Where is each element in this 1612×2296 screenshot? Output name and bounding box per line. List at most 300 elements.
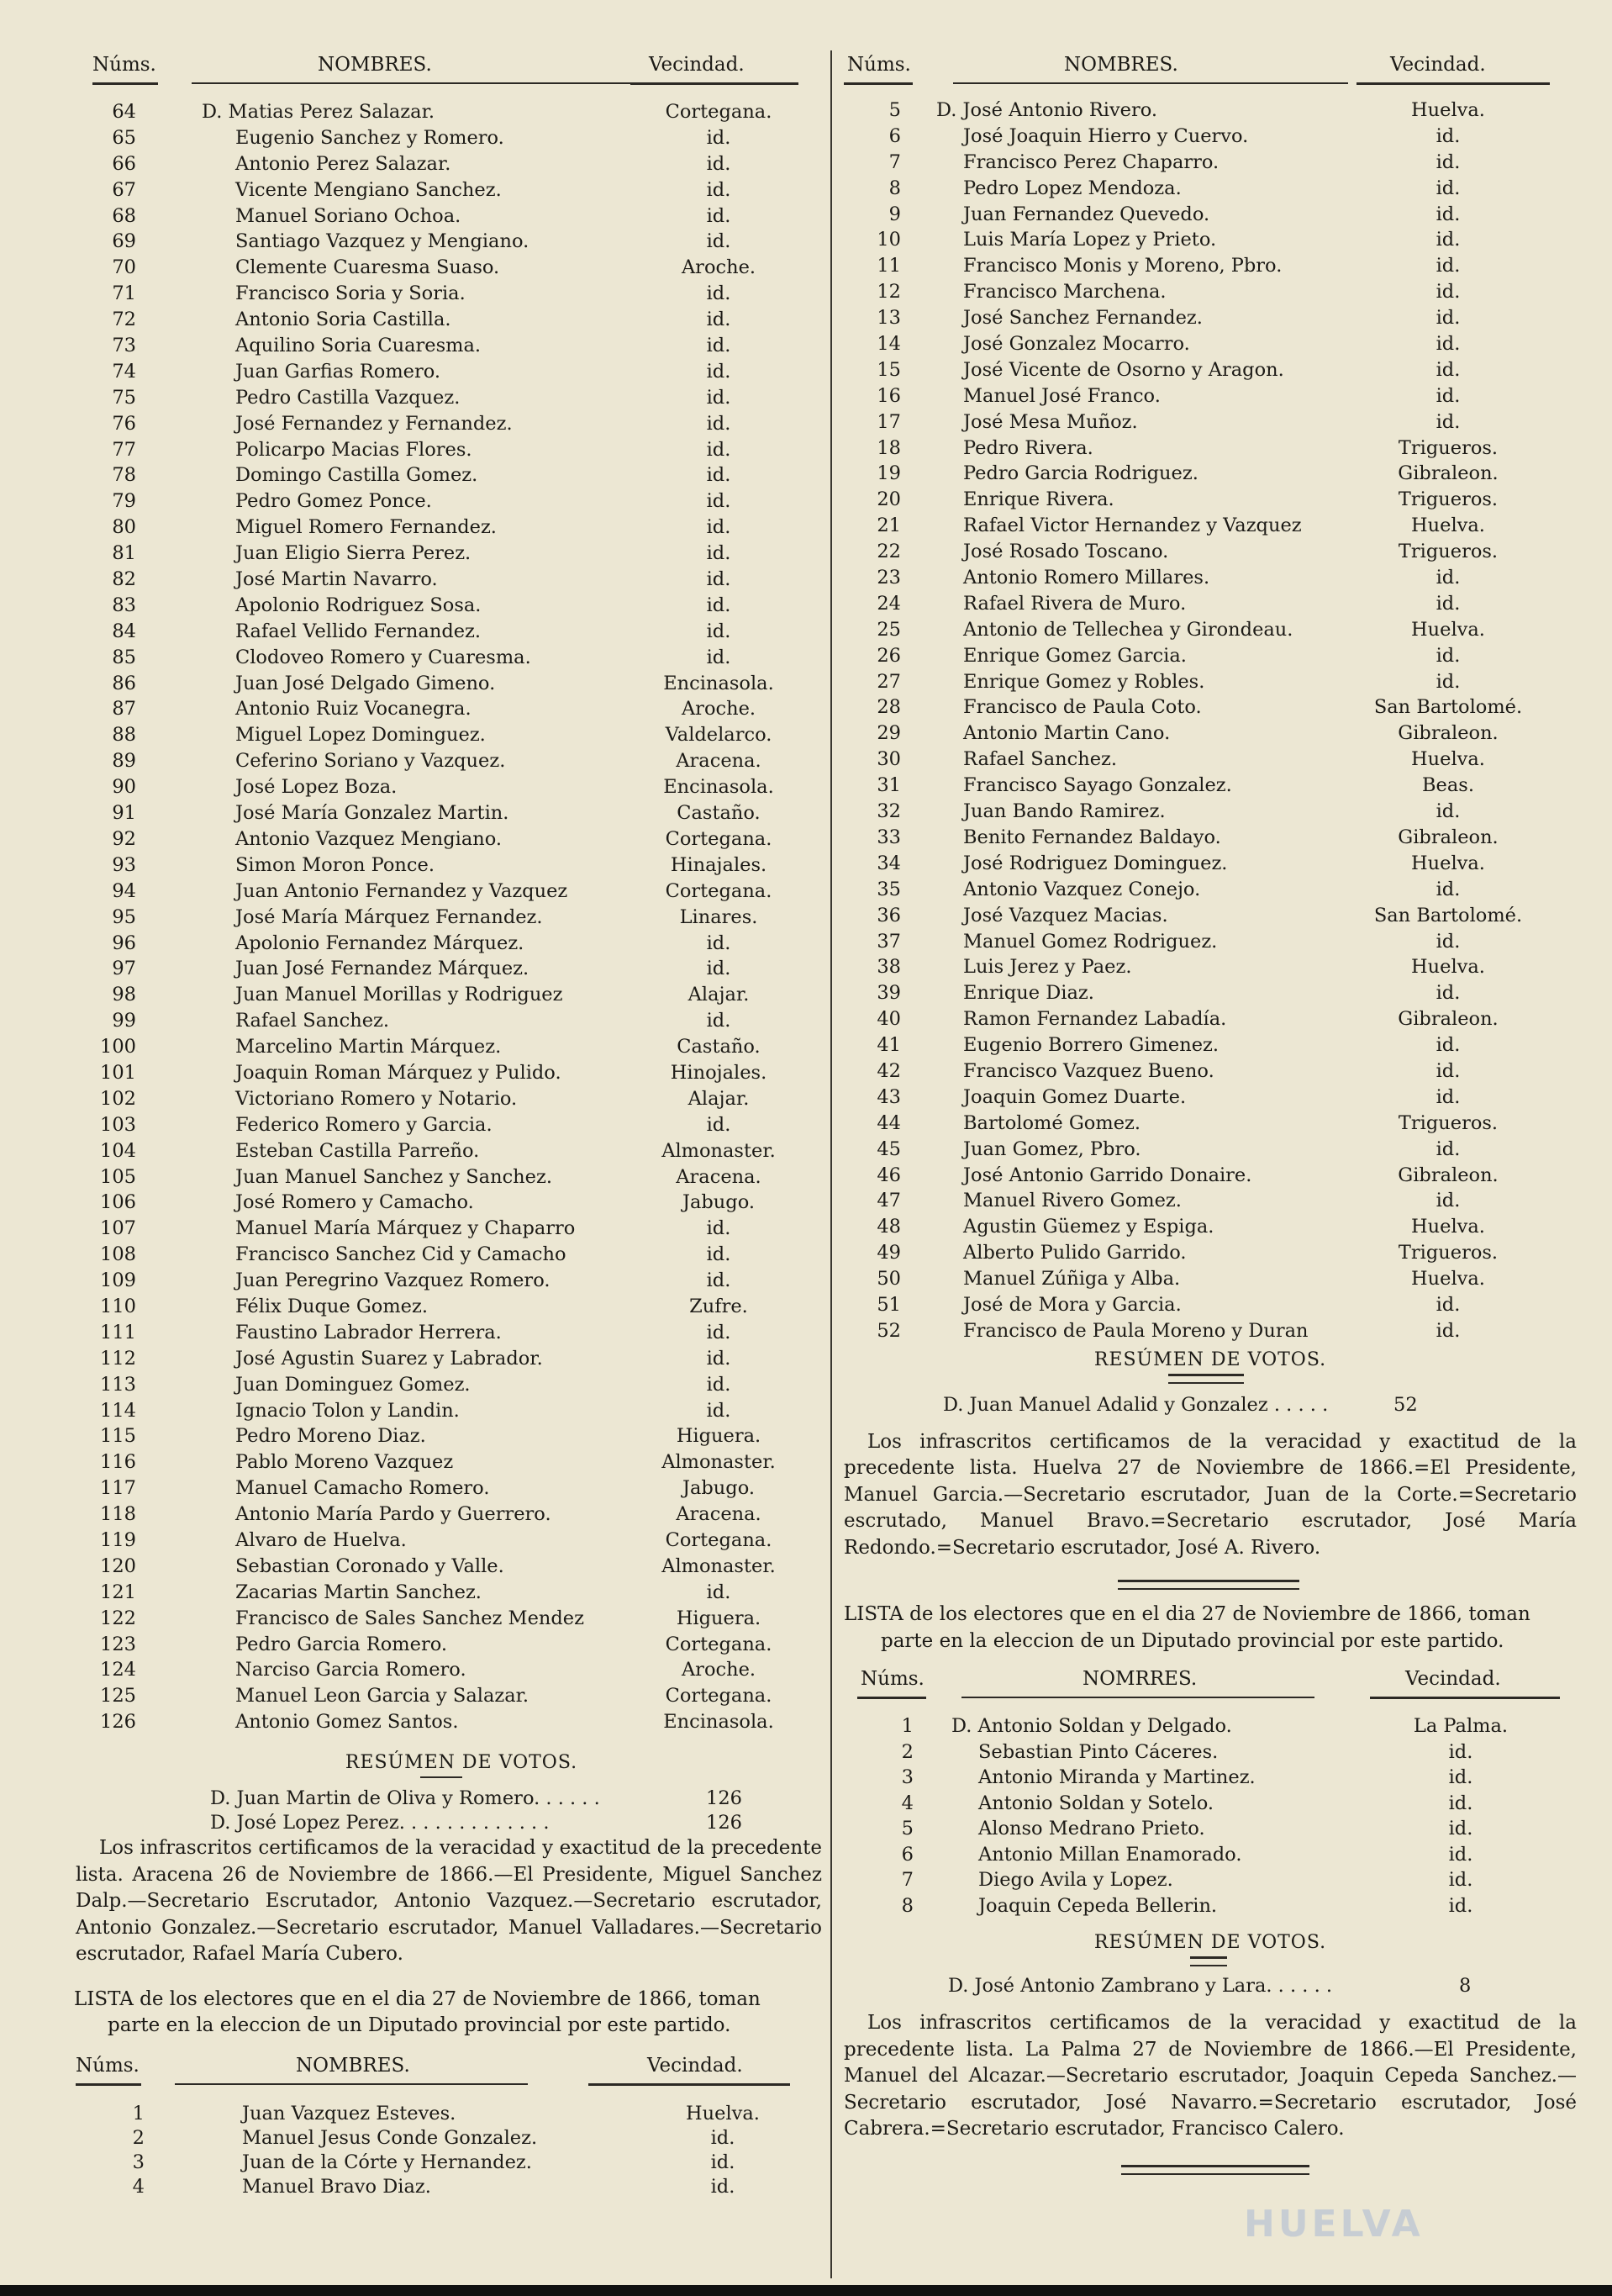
elector-number: 84 — [112, 620, 136, 642]
elector-town: id. — [706, 386, 731, 409]
list-item — [844, 176, 1577, 202]
elector-number: 10 — [877, 229, 901, 251]
elector-name: José Gonzalez Mocarro. — [963, 333, 1190, 356]
elector-town: id. — [706, 1347, 731, 1370]
elector-name: Juan Peregrino Vazquez Romero. — [235, 1269, 551, 1292]
list-item — [844, 1816, 1577, 1842]
list-item — [101, 1294, 822, 1320]
right-list2-body — [844, 1713, 1577, 1919]
list-item — [101, 1008, 822, 1034]
elector-name: Juan Bando Ramirez. — [963, 800, 1166, 823]
elector-number: 92 — [112, 827, 136, 850]
elector-number: 77 — [112, 438, 136, 461]
elector-town: id. — [706, 1243, 731, 1266]
elector-number: 46 — [877, 1164, 901, 1186]
list-item — [101, 462, 822, 488]
elector-number: 109 — [100, 1269, 136, 1292]
list-item — [844, 409, 1577, 435]
vote-count: 126 — [706, 1812, 742, 1834]
elector-name: Policarpo Macias Flores. — [235, 438, 472, 461]
elector-number: 112 — [100, 1347, 136, 1370]
elector-town: id. — [1436, 255, 1461, 277]
elector-number: 117 — [100, 1477, 136, 1500]
vote-line — [844, 1392, 1577, 1417]
elector-name: José Joaquin Hierro y Cuervo. — [963, 124, 1249, 147]
elector-town: id. — [1448, 1894, 1473, 1917]
elector-name: Luis María Lopez y Prieto. — [963, 229, 1217, 251]
elector-town: id. — [706, 178, 731, 201]
elector-name: Juan José Delgado Gimeno. — [235, 672, 496, 694]
elector-name: Sebastian Coronado y Valle. — [235, 1554, 504, 1577]
elector-name: Eugenio Borrero Gimenez. — [963, 1034, 1220, 1057]
list-item — [101, 411, 822, 437]
list-item — [101, 1112, 822, 1138]
elector-town: San Bartolomé. — [1373, 904, 1523, 926]
list-item — [101, 151, 822, 177]
elector-town: id. — [706, 490, 731, 513]
elector-name: Francisco Perez Chaparro. — [963, 150, 1220, 173]
list-item — [101, 645, 822, 671]
elector-name: Clemente Cuaresma Suaso. — [235, 256, 500, 279]
elector-town: id. — [1436, 384, 1461, 407]
elector-town: id. — [706, 542, 731, 565]
list-item — [844, 1739, 1577, 1766]
list-item — [101, 515, 822, 541]
list-item — [101, 1528, 822, 1554]
list-item — [101, 1502, 822, 1528]
elector-town: id. — [706, 126, 731, 149]
elector-number: 47 — [877, 1190, 901, 1212]
elector-number: 48 — [877, 1216, 901, 1238]
elector-name: Manuel Zúñiga y Alba. — [963, 1268, 1181, 1291]
elector-name: Antonio Gomez Santos. — [235, 1711, 459, 1734]
elector-town: id. — [1448, 1869, 1473, 1892]
list-item — [101, 1657, 822, 1683]
elector-town: Aroche. — [681, 256, 756, 279]
elector-number: 21 — [877, 515, 901, 537]
elector-number: 5 — [888, 99, 901, 121]
elector-number: 12 — [877, 281, 901, 303]
elector-number: 25 — [877, 618, 901, 641]
elector-number: 120 — [100, 1554, 136, 1577]
elector-number: 11 — [877, 255, 901, 277]
list-item — [101, 281, 822, 307]
elector-town: id. — [706, 1010, 731, 1032]
elector-town: Gibraleon. — [1398, 1164, 1499, 1186]
elector-name: Enrique Gomez Garcia. — [963, 644, 1187, 667]
list-item — [844, 747, 1577, 773]
elector-town: Gibraleon. — [1398, 722, 1499, 745]
list-item — [101, 359, 822, 385]
list-item — [101, 229, 822, 255]
elector-town: id. — [706, 464, 731, 487]
list-item — [101, 333, 822, 359]
elector-number: 13 — [877, 307, 901, 330]
elector-name: Manuel María Márquez y Chaparro — [235, 1217, 576, 1240]
elector-name: D. José Antonio Rivero. — [936, 99, 1158, 121]
list-item — [101, 125, 822, 151]
elector-name: D. Matias Perez Salazar. — [202, 101, 435, 123]
elector-number: 114 — [100, 1399, 136, 1422]
elector-name: Francisco de Paula Moreno y Duran — [963, 1319, 1309, 1342]
list-item — [844, 1163, 1577, 1189]
vote-count: 8 — [1459, 1975, 1472, 1998]
elector-number: 51 — [877, 1293, 901, 1316]
elector-town: Almonaster. — [661, 1451, 776, 1474]
elector-town: Aracena. — [676, 1503, 761, 1526]
right-list2-votes — [844, 1973, 1577, 1998]
elector-name: Francisco Vazquez Bueno. — [963, 1059, 1214, 1082]
list-item — [844, 643, 1577, 669]
vote-line — [101, 1787, 822, 1811]
elector-name: Ramon Fernandez Labadía. — [963, 1008, 1227, 1031]
list-item — [101, 1580, 822, 1606]
list-item — [844, 1058, 1577, 1085]
list-item — [844, 1893, 1577, 1919]
elector-town: Huelva. — [1411, 515, 1485, 537]
right-votes — [844, 1392, 1577, 1417]
elector-name: Alonso Medrano Prieto. — [978, 1818, 1205, 1840]
elector-number: 29 — [877, 722, 901, 745]
elector-name: Antonio Martin Cano. — [963, 722, 1171, 745]
left-votes — [101, 1787, 822, 1835]
elector-town: Alajar. — [687, 984, 750, 1006]
list-item — [101, 1216, 822, 1242]
intro-line-2: parte en la eleccion de un Diputado provincial por este partido. — [108, 2014, 731, 2037]
elector-number: 49 — [877, 1242, 901, 1264]
elector-town: Aracena. — [676, 1165, 761, 1188]
elector-name: Joaquin Gomez Duarte. — [963, 1085, 1187, 1108]
elector-name: Rafael Victor Hernandez y Vazquez — [963, 515, 1302, 537]
list-item — [844, 1765, 1577, 1791]
header-town: Vecindad. — [649, 54, 745, 76]
intro-line-1: LISTA de los electores que en el dia 27 de Noviembre de 1866, toman — [844, 1603, 1530, 1626]
elector-name: Antonio Ruiz Vocanegra. — [235, 698, 471, 720]
elector-name: Domingo Castilla Gomez. — [235, 464, 478, 487]
elector-town: id. — [706, 516, 731, 539]
list-item — [844, 383, 1577, 409]
header-num: Núms. — [861, 1668, 925, 1691]
list-item — [844, 694, 1577, 720]
list-item — [844, 1137, 1577, 1163]
elector-town: Cortegana. — [665, 1633, 772, 1655]
list-item — [844, 825, 1577, 851]
elector-town: id. — [1436, 1137, 1461, 1160]
elector-name: Rafael Rivera de Muro. — [963, 592, 1187, 615]
list-item — [844, 1266, 1577, 1292]
elector-town: Zufre. — [689, 1295, 748, 1317]
elector-number: 9 — [888, 203, 901, 225]
elector-town: id. — [706, 152, 731, 175]
elector-town: id. — [1436, 1085, 1461, 1108]
elector-number: 50 — [877, 1268, 901, 1291]
elector-name: José Fernandez y Fernandez. — [235, 412, 513, 435]
elector-town: id. — [1436, 1034, 1461, 1057]
list-item — [101, 879, 822, 905]
elector-name: Enrique Diaz. — [963, 982, 1094, 1005]
elector-town: Alajar. — [687, 1087, 750, 1110]
list-item — [101, 905, 822, 931]
elector-town: id. — [1436, 358, 1461, 381]
elector-name: Antonio Soria Castilla. — [235, 309, 451, 331]
list-item — [844, 799, 1577, 825]
elector-name: José Mesa Muñoz. — [963, 410, 1138, 433]
header-name: NOMBRES. — [318, 54, 432, 76]
elector-town: id. — [706, 568, 731, 591]
left-list2-header — [76, 2045, 822, 2088]
elector-name: Bartolomé Gomez. — [963, 1111, 1141, 1134]
vote-line — [101, 1811, 822, 1835]
header-name: NOMBRES. — [1064, 54, 1178, 76]
list-item — [101, 2151, 822, 2175]
elector-number: 70 — [112, 256, 136, 279]
elector-town: Huelva. — [1411, 99, 1485, 121]
list-item — [844, 227, 1577, 253]
elector-town: Aracena. — [676, 750, 761, 773]
elector-number: 83 — [112, 594, 136, 616]
elector-town: Huelva. — [1411, 618, 1485, 641]
elector-name: D. Antonio Soldan y Delgado. — [951, 1715, 1232, 1738]
elector-town: Castaño. — [677, 802, 761, 825]
elector-town: id. — [706, 282, 731, 305]
elector-town: Trigueros. — [1398, 541, 1499, 563]
right-list2-summary-title: RESÚMEN DE VOTOS. — [1093, 1932, 1327, 1954]
elector-number: 99 — [112, 1010, 136, 1032]
elector-name: Joaquin Cepeda Bellerin. — [978, 1894, 1218, 1917]
list-item — [101, 1138, 822, 1164]
elector-number: 26 — [877, 644, 901, 667]
elector-name: Manuel Soriano Ochoa. — [235, 204, 461, 227]
elector-name: Rafael Sanchez. — [963, 748, 1118, 771]
elector-town: id. — [1436, 124, 1461, 147]
elector-name: Francisco Sanchez Cid y Camacho — [235, 1243, 566, 1266]
list-item — [844, 124, 1577, 150]
elector-town: id. — [1436, 567, 1461, 589]
elector-number: 20 — [877, 488, 901, 511]
list-item — [844, 903, 1577, 929]
header-num: Núms. — [76, 2054, 140, 2077]
list-item — [844, 305, 1577, 331]
left-summary-title: RESÚMEN DE VOTOS. — [345, 1752, 578, 1774]
elector-name: Antonio María Pardo y Guerrero. — [235, 1503, 551, 1526]
elector-town: id. — [706, 646, 731, 668]
header-name: NOMBRES. — [296, 2054, 410, 2077]
elector-number: 94 — [112, 879, 136, 902]
list-item — [101, 203, 822, 230]
elector-town: id. — [1436, 982, 1461, 1005]
elector-number: 90 — [112, 776, 136, 799]
elector-number: 24 — [877, 592, 901, 615]
elector-town: id. — [1436, 930, 1461, 953]
elector-name: Antonio Soldan y Sotelo. — [978, 1792, 1214, 1814]
elector-name: Juan Dominguez Gomez. — [235, 1373, 471, 1396]
list-item — [844, 539, 1577, 565]
elector-number: 75 — [112, 386, 136, 409]
elector-number: 80 — [112, 516, 136, 539]
elector-town: San Bartolomé. — [1373, 696, 1523, 719]
elector-number: 52 — [877, 1319, 901, 1342]
elector-number: 66 — [112, 152, 136, 175]
elector-town: id. — [1436, 878, 1461, 900]
elector-name: Félix Duque Gomez. — [235, 1295, 428, 1317]
elector-town: Aroche. — [681, 1659, 756, 1681]
elector-number: 7 — [888, 150, 901, 173]
elector-number: 96 — [112, 932, 136, 954]
elector-town: id. — [706, 1321, 731, 1343]
elector-name: Manuel Leon Garcia y Salazar. — [235, 1685, 529, 1707]
elector-town: Cortegana. — [665, 1528, 772, 1551]
elector-town: id. — [1436, 410, 1461, 433]
elector-number: 95 — [112, 905, 136, 928]
elector-number: 38 — [877, 956, 901, 979]
intro-line-1: LISTA de los electores que en el dia 27 de Noviembre de 1866, toman — [74, 1987, 761, 2010]
elector-name: Manuel Gomez Rodriguez. — [963, 930, 1218, 953]
list-item — [101, 1164, 822, 1190]
list-item — [844, 253, 1577, 279]
list-item — [101, 1632, 822, 1658]
list-item — [844, 1032, 1577, 1058]
list-item — [101, 1372, 822, 1398]
elector-name: José Martin Navarro. — [235, 568, 438, 591]
elector-number: 103 — [100, 1113, 136, 1136]
elector-name: Eugenio Sanchez y Romero. — [235, 126, 504, 149]
elector-number: 124 — [100, 1659, 136, 1681]
list-item — [844, 565, 1577, 591]
list-item — [101, 1683, 822, 1709]
elector-town: Encinasola. — [663, 1711, 774, 1734]
elector-town: id. — [1436, 800, 1461, 823]
elector-town: id. — [710, 2126, 735, 2149]
elector-town: id. — [706, 204, 731, 227]
list-item — [844, 98, 1577, 124]
elector-town: Beas. — [1422, 774, 1474, 797]
header-town: Vecindad. — [1390, 54, 1486, 76]
elector-name: Juan Eligio Sierra Perez. — [235, 542, 471, 565]
intro-line-2: parte en la eleccion de un Diputado provincial por este partido. — [881, 1629, 1504, 1652]
elector-number: 82 — [112, 568, 136, 591]
elector-number: 8 — [901, 1894, 914, 1917]
elector-town: id. — [1436, 1059, 1461, 1082]
elector-town: id. — [706, 1113, 731, 1136]
elector-number: 18 — [877, 436, 901, 459]
elector-number: 71 — [112, 282, 136, 305]
elector-town: id. — [706, 335, 731, 357]
right-list2-header — [844, 1658, 1577, 1702]
header-num: Núms. — [92, 54, 156, 76]
elector-number: 116 — [100, 1451, 136, 1474]
elector-number: 100 — [100, 1036, 136, 1058]
list-item — [101, 1423, 822, 1449]
elector-name: Diego Avila y Lopez. — [978, 1869, 1173, 1892]
elector-town: id. — [1448, 1792, 1473, 1814]
list-item — [844, 1006, 1577, 1032]
elector-name: Enrique Rivera. — [963, 488, 1114, 511]
list-item — [844, 1214, 1577, 1240]
elector-town: Huelva. — [1411, 852, 1485, 874]
header-town: Vecindad. — [1405, 1668, 1501, 1691]
list-item — [101, 541, 822, 567]
list-item — [101, 1475, 822, 1502]
elector-name: Ceferino Soriano y Vazquez. — [235, 750, 506, 773]
elector-town: Linares. — [679, 905, 758, 928]
elector-number: 111 — [100, 1321, 136, 1343]
elector-number: 33 — [877, 826, 901, 848]
elector-number: 106 — [100, 1191, 136, 1214]
elector-name: Manuel Camacho Romero. — [235, 1477, 490, 1500]
elector-number: 115 — [100, 1425, 136, 1448]
elector-name: Miguel Lopez Dominguez. — [235, 724, 486, 747]
elector-name: Benito Fernandez Baldayo. — [963, 826, 1221, 848]
elector-number: 41 — [877, 1034, 901, 1057]
elector-number: 4 — [132, 2175, 145, 2198]
elector-town: id. — [706, 620, 731, 642]
elector-town: La Palma. — [1413, 1715, 1509, 1738]
elector-number: 36 — [877, 904, 901, 926]
elector-number: 97 — [112, 958, 136, 980]
elector-number: 19 — [877, 462, 901, 485]
list-item — [844, 617, 1577, 643]
elector-name: Juan Manuel Morillas y Rodriguez — [235, 984, 563, 1006]
left-column — [74, 44, 822, 2199]
elector-name: Juan Garfias Romero. — [235, 360, 441, 383]
list-item — [844, 202, 1577, 228]
elector-name: Agustin Güemez y Espiga. — [963, 1216, 1214, 1238]
right-list2-intro — [844, 1602, 1577, 1655]
elector-name: Joaquin Roman Márquez y Pulido. — [235, 1061, 561, 1084]
elector-number: 93 — [112, 853, 136, 876]
elector-number: 118 — [100, 1503, 136, 1526]
list-item — [101, 385, 822, 411]
list-item — [101, 1268, 822, 1294]
list-item — [101, 177, 822, 203]
elector-name: Pablo Moreno Vazquez — [235, 1451, 454, 1474]
list-item — [844, 513, 1577, 539]
elector-name: Francisco Marchena. — [963, 281, 1167, 303]
elector-number: 44 — [877, 1111, 901, 1134]
elector-name: Francisco de Sales Sanchez Mendez — [235, 1607, 584, 1629]
elector-number: 85 — [112, 646, 136, 668]
elector-number: 2 — [132, 2126, 145, 2149]
elector-number: 104 — [100, 1139, 136, 1162]
elector-town: id. — [706, 1399, 731, 1422]
elector-name: Pedro Garcia Romero. — [235, 1633, 448, 1655]
elector-town: Hinajales. — [670, 853, 767, 876]
elector-name: Francisco de Paula Coto. — [963, 696, 1202, 719]
right-list2-certification: Los infrascritos certificamos de la veracidad y exactitud de la precedente lista. La Palma 27 de Noviembre de 1866.—El Presidente, Manuel del Alcazar.—Secretario escrutador, Joaquin Cepeda Sanchez.—Secretario escrutador, José Navarro.=Secretario escrutador, José Cabrera.=Secretario escrutador, Francisco Calero. — [844, 2012, 1577, 2140]
elector-name: José Antonio Garrido Donaire. — [963, 1164, 1252, 1186]
elector-town: id. — [710, 2175, 735, 2198]
elector-number: 72 — [112, 309, 136, 331]
list-item — [101, 671, 822, 697]
elector-name: Victoriano Romero y Notario. — [235, 1087, 518, 1110]
list-item — [101, 2102, 822, 2126]
elector-name: Rafael Sanchez. — [235, 1010, 390, 1032]
elector-name: Apolonio Fernandez Márquez. — [235, 932, 524, 954]
elector-number: 5 — [901, 1818, 914, 1840]
elector-town: id. — [706, 932, 731, 954]
elector-number: 35 — [877, 878, 901, 900]
right-summary-title: RESÚMEN DE VOTOS. — [1093, 1349, 1327, 1370]
list-item — [101, 852, 822, 879]
elector-town: Gibraleon. — [1398, 826, 1499, 848]
elector-town: id. — [706, 594, 731, 616]
list-item — [101, 956, 822, 982]
list-item — [101, 1086, 822, 1112]
list-item — [844, 461, 1577, 487]
elector-name: Francisco Soria y Soria. — [235, 282, 466, 305]
vote-line — [844, 1973, 1577, 1998]
elector-town: Cortegana. — [665, 827, 772, 850]
